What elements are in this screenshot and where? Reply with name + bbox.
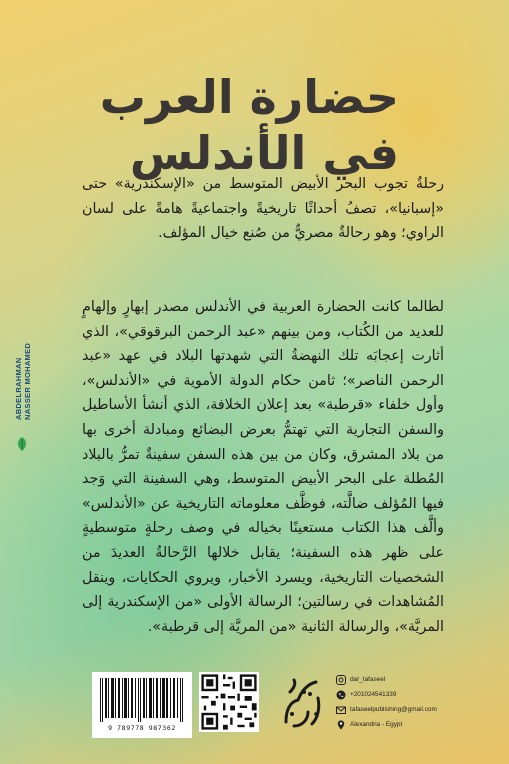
contact-row-location (336, 717, 486, 732)
blurb-paragraph-1: رحلةٌ تجوب البحر الأبيض المتوسط من «الإسكندرية» حتى «إسبانيا»، تصفُ أحداثًا تاريخيةً واجتماعيةً هامةً على لسان الراوي؛ وهو رحالةٌ مصريٌّ من صُنع خيال المؤلف. (82, 176, 444, 242)
publisher-name-vertical: ABDELRAHMAN NASSER MOHAMED (14, 342, 32, 420)
publisher-contacts (336, 672, 486, 732)
book-title-line-1: حضارة العرب (99, 70, 399, 124)
contact-row-social (336, 672, 486, 687)
contact-phone-text: +201024541339 (350, 691, 397, 698)
contact-social-text: dar_tafaseel (350, 676, 386, 683)
location-icon (336, 720, 346, 730)
publisher-brand-logo (268, 670, 334, 736)
book-title-line-2: في الأندلس (129, 126, 399, 180)
publisher-leaf-icon (14, 436, 30, 452)
contact-email-text: tafaseelpublishing@gmail.com (350, 706, 437, 713)
social-icon (336, 675, 346, 685)
isbn-number: 9 789778 987362 (108, 724, 176, 732)
blurb-paragraph-2: لطالما كانت الحضارة العربية في الأندلس مصدر إبهارٍ وإلهامٍ للعديد من الكُتاب، ومن بينهم «عبد الرحمن البرقوقي»، الذي أثارت إعجابَه تلك النهضةُ التي شهدتها البلاد في عهد «عبد الرحمن الناصر»؛ ثامن حكام الدولة الأموية في «الأندلس»، وأول خلفاء «قرطبة» بعد إعلان الخلافة، الذي أنشأ الأساطيل والسفن التجارية التي تهتمُّ بعرض البضائع ومبادلة أخرى بها من بلاد المشرق، وكان من بين هذه السفن سفينةٌ تمرُّ بالبلاد المُطلة على البحر الأبيض المتوسط، وهي السفينة التي وَجد فيها المُؤلف ضالَّته، فوظَّف معلوماته التاريخية عن «الأندلس» وألَّف هذا الكتاب مستعينًا بخياله في وصف رحلةٍ متوسطيةٍ على ظهر هذه السفينة؛ يقابل خلالها الرَّحالةُ العديدَ من الشخصيات التاريخية، ويسرد الأخبار، ويروي الحكايات، وينقل المُشاهدات في رسالتين؛ الرسالة الأولى «من الإسكندرية إلى المريَّة»، والرسالة الثانية «من المريَّة إلى قرطبة». (82, 299, 444, 635)
phone-icon (336, 690, 346, 700)
qr-code (199, 672, 259, 732)
isbn-barcode (92, 672, 192, 738)
barcode-bars (98, 678, 186, 722)
contact-row-email (336, 702, 486, 717)
email-icon (336, 705, 346, 715)
contact-location-text: Alexandria - Egypt (350, 721, 403, 728)
contact-row-phone (336, 687, 486, 702)
